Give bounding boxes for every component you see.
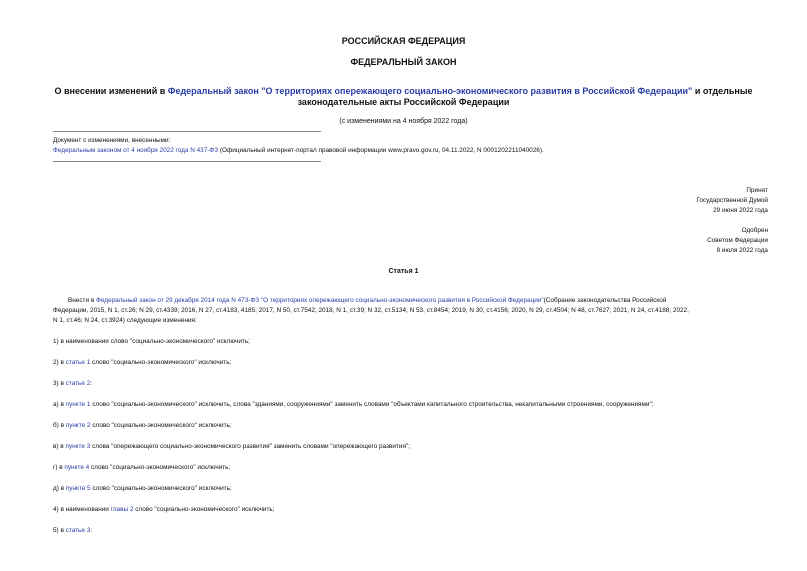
amendments-bottom-rule (53, 161, 321, 162)
item-text: слово "социально-экономического" исключить; (90, 359, 232, 366)
item-text: в) в (53, 443, 66, 450)
item-text: а) в (53, 401, 66, 408)
list-item (53, 484, 232, 493)
clause-2-link[interactable]: пункте 2 (65, 422, 91, 429)
item-text: : (90, 380, 93, 387)
law-title-line1 (0, 86, 807, 97)
item-text: 2) в (53, 359, 66, 366)
amending-law-link[interactable]: Федеральным законом от 4 ноября 2022 года N 437-ФЗ (53, 147, 219, 154)
intro-rest: (Собрание законодательства Российской (543, 297, 667, 304)
item-text: : (90, 527, 93, 534)
base-law-link[interactable]: Федеральный закон "О территориях опережающего социально-экономического развития в Российской Федерации" (167, 86, 693, 96)
intro-line-3: N 1, ст.46; N 24, ст.3924) следующие изменения: (53, 317, 197, 324)
item-text: 3) в (53, 380, 66, 387)
item-text: слово "социально-экономического" исключить; (89, 464, 231, 471)
item-text: 1) в наименовании слово "социально-экономического" исключить; (53, 338, 250, 345)
federal-law-473-link[interactable]: Федеральный закон от 29 декабря 2014 года N 473-ФЗ "О территориях опережающего социально-экономического развития в Российской Федерации" (95, 297, 544, 304)
article-2-link[interactable]: статье 2 (65, 380, 91, 387)
law-title-suffix: и отдельные (692, 86, 753, 96)
article-3-link[interactable]: статье 3 (65, 527, 91, 534)
amendments-top-rule (53, 131, 321, 132)
law-type-heading: ФЕДЕРАЛЬНЫЙ ЗАКОН (350, 57, 457, 67)
item-text: д) в (53, 485, 66, 492)
approved-line-1: Одобрен (741, 227, 768, 234)
list-item (53, 421, 232, 430)
intro-prefix: Внести в (68, 297, 96, 304)
article-1-link[interactable]: статье 1 (65, 359, 91, 366)
amendments-entry-rest: (Официальный интернет-портал правовой информации www.pravo.gov.ru, 04.11.2022, N 0001202211040026). (218, 147, 544, 154)
item-text: слово "социально-экономического" исключить; (90, 485, 232, 492)
intro-line-1 (68, 296, 666, 305)
item-text: слово "социально-экономического" исключить, слова "зданиями, сооружениями" заменить словами "объектами капитального строительства, некапитальными строениями, сооружениями"; (90, 401, 654, 408)
list-item (53, 442, 410, 451)
list-item (53, 463, 230, 472)
item-text: слова "опережающего социально-экономического развития" заменить словами "опережающего развития"; (90, 443, 410, 450)
item-text: б) в (53, 422, 66, 429)
accepted-line-3: 29 июня 2022 года (713, 207, 768, 214)
list-item (53, 337, 250, 346)
approved-line-3: 8 июля 2022 года (716, 247, 768, 254)
clause-5-link[interactable]: пункте 5 (65, 485, 91, 492)
item-text: слово "социально-экономического" исключить; (133, 506, 275, 513)
list-item (53, 400, 654, 409)
clause-1-link[interactable]: пункте 1 (65, 401, 91, 408)
item-text: г) в (53, 464, 65, 471)
revision-note: (с изменениями на 4 ноября 2022 года) (339, 118, 468, 125)
intro-line-2: Федерации, 2015, N 1, ст.26; N 29, ст.4339; 2016, N 27, ст.4183, 4185; 2017, N 50, ст.7542; 2018, N 1, ст.39; N 32, ст.5134; N 53, ст.8454; 2019, N 30, ст.4156; 2020, N 29, ст.4504; N 48, ст.7627; 2021, N 24, ст.4188; 2022, (53, 307, 689, 314)
clause-4-link[interactable]: пункте 4 (64, 464, 90, 471)
law-title-prefix: О внесении изменений в (54, 86, 168, 96)
item-text: 4) в наименовании (53, 506, 111, 513)
chapter-2-link[interactable]: главы 2 (110, 506, 134, 513)
accepted-line-1: Принят (746, 187, 768, 194)
approved-line-2: Советом Федерации (707, 237, 768, 244)
country-heading: РОССИЙСКАЯ ФЕДЕРАЦИЯ (341, 36, 466, 46)
list-item (53, 379, 92, 388)
list-item (53, 505, 275, 514)
law-title-line2: законодательные акты Российской Федерации (297, 97, 510, 107)
amendments-entry (53, 146, 544, 155)
list-item (53, 526, 92, 535)
list-item (53, 358, 231, 367)
amendments-heading: Документ с изменениями, внесенными: (53, 137, 171, 144)
article-title: Статья 1 (388, 268, 419, 275)
accepted-line-2: Государственной Думой (696, 197, 768, 204)
item-text: 5) в (53, 527, 66, 534)
clause-3-link[interactable]: пункте 3 (65, 443, 91, 450)
item-text: слово "социально-экономического" исключить; (90, 422, 232, 429)
